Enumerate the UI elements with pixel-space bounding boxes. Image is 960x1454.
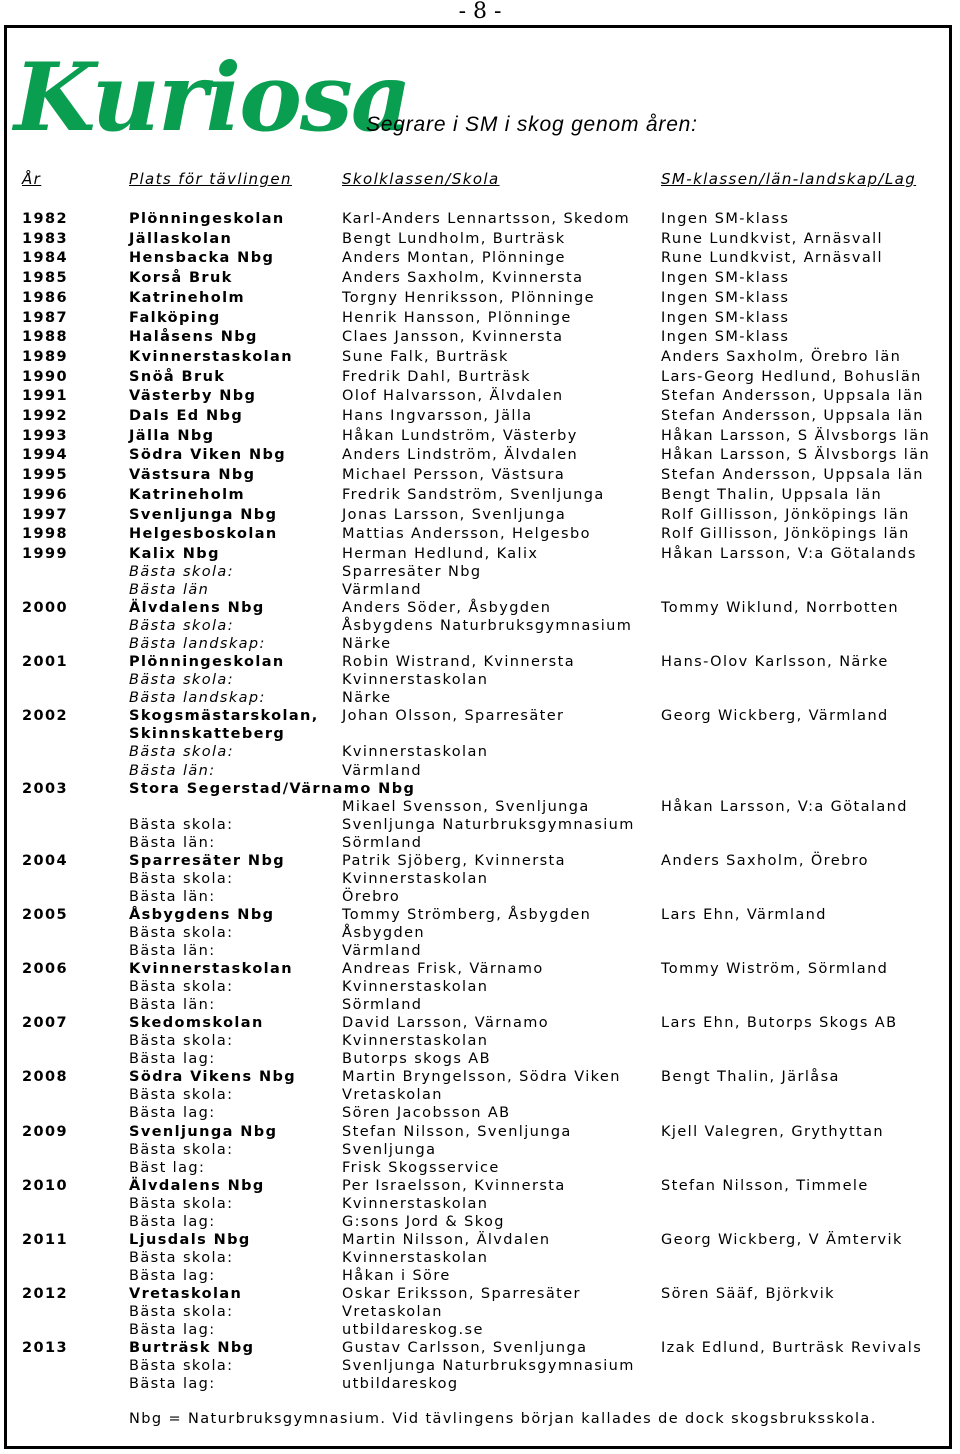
- table-row: [0, 328, 960, 346]
- row-place: Bästa skola:: [129, 816, 234, 833]
- row-sm-winner: Håkan Larsson, S Älvsborgs län: [661, 447, 931, 464]
- row-place: Burträsk Nbg: [129, 1340, 255, 1357]
- row-place: Bästa skola:: [129, 870, 234, 887]
- row-school: Närke: [342, 690, 392, 707]
- row-school: Anders Montan, Plönninge: [342, 250, 566, 267]
- row-place: Vretaskolan: [129, 1285, 243, 1302]
- row-place: Svenljunga Nbg: [129, 1123, 278, 1140]
- table-row: [0, 816, 960, 834]
- table-row: [0, 466, 960, 484]
- table-row: [0, 581, 960, 599]
- row-year: 1984: [22, 250, 68, 267]
- row-school: Fredrik Sandström, Svenljunga: [342, 486, 605, 503]
- row-place: Bästa skola:: [129, 744, 234, 761]
- table-row: [0, 834, 960, 852]
- table-row: [0, 368, 960, 386]
- row-year: 2011: [22, 1231, 68, 1248]
- table-row: [0, 906, 960, 924]
- row-school: Martin Nilsson, Älvdalen: [342, 1231, 551, 1248]
- row-place: Kvinnerstaskolan: [129, 961, 293, 978]
- row-place: Kvinnerstaskolan: [129, 348, 293, 365]
- row-place: Bästa skola:: [129, 1358, 234, 1375]
- table-row: [0, 1249, 960, 1267]
- column-header-school: Skolklassen/Skola: [342, 170, 500, 188]
- row-place: Dals Ed Nbg: [129, 408, 244, 424]
- table-row: [0, 1267, 960, 1285]
- row-sm-winner: Tommy Wiklund, Norrbotten: [661, 600, 899, 617]
- row-place: Jällaskolan: [129, 230, 233, 247]
- row-school: Herman Hedlund, Kalix: [342, 545, 539, 562]
- row-year: 1993: [22, 427, 68, 444]
- row-place: Helgesboskolan: [129, 526, 278, 543]
- row-year: 1986: [22, 289, 68, 306]
- brand-title: Kuriosa: [14, 43, 410, 153]
- row-sm-winner: Sören Sääf, Björkvik: [661, 1285, 835, 1302]
- row-place: Hensbacka Nbg: [129, 250, 275, 267]
- row-year: 1982: [22, 211, 68, 227]
- row-sm-winner: Hans-Olov Karlsson, Närke: [661, 654, 889, 671]
- row-school: David Larsson, Värnamo: [342, 1015, 550, 1032]
- row-school: Värmland: [342, 582, 423, 598]
- row-year: 1992: [22, 408, 68, 424]
- table-row: [0, 689, 960, 707]
- row-year: 1987: [22, 309, 68, 326]
- row-year: 2013: [22, 1340, 68, 1357]
- row-school: Torgny Henriksson, Plönninge: [342, 289, 595, 306]
- table-row: [0, 978, 960, 996]
- row-sm-winner: Bengt Thalin, Uppsala län: [661, 486, 883, 503]
- row-sm-winner: Rune Lundkvist, Arnäsvall: [661, 250, 883, 267]
- row-place: Bästa skola:: [129, 618, 234, 635]
- row-sm-winner: Anders Saxholm, Örebro: [661, 852, 869, 869]
- row-place: Katrineholm: [129, 486, 245, 503]
- row-school: Jonas Larsson, Svenljunga: [342, 506, 567, 523]
- row-place: Ljusdals Nbg: [129, 1231, 251, 1248]
- row-place: Plönningeskolan: [129, 211, 285, 227]
- table-row: [0, 852, 960, 870]
- table-row: [0, 563, 960, 581]
- row-sm-winner: Rune Lundkvist, Arnäsvall: [661, 230, 883, 247]
- row-school: Svenljunga: [342, 1141, 437, 1158]
- row-year: 2006: [22, 961, 68, 978]
- table-row: [0, 635, 960, 653]
- table-row: [0, 249, 960, 267]
- row-place: Älvdalens Nbg: [129, 600, 265, 617]
- row-school: G:sons Jord & Skog: [342, 1213, 505, 1230]
- row-school: Hans Ingvarsson, Jälla: [342, 408, 533, 424]
- row-school: Kvinnerstaskolan: [342, 979, 489, 996]
- row-sm-winner: Håkan Larsson, S Älvsborgs län: [661, 427, 931, 444]
- table-row: [0, 743, 960, 761]
- row-school: Anders Lindström, Älvdalen: [342, 447, 579, 464]
- row-sm-winner: Anders Saxholm, Örebro län: [661, 348, 902, 365]
- row-year: 1988: [22, 329, 68, 346]
- table-row: [0, 707, 960, 725]
- row-place: Bästa län:: [129, 834, 216, 851]
- row-school: Per Israelsson, Kvinnersta: [342, 1177, 566, 1194]
- row-school: Bengt Lundholm, Burträsk: [342, 230, 566, 247]
- table-row: [0, 780, 960, 798]
- row-place: Korså Bruk: [129, 270, 233, 287]
- table-row: [0, 269, 960, 287]
- row-school: Stefan Nilsson, Svenljunga: [342, 1123, 572, 1140]
- row-year: 1998: [22, 526, 68, 543]
- table-row: [0, 1213, 960, 1231]
- table-row: [0, 1303, 960, 1321]
- row-school: Andreas Frisk, Värnamo: [342, 961, 544, 978]
- row-place: Bästa lag:: [129, 1267, 216, 1284]
- row-place: Bästa skola:: [129, 1087, 234, 1104]
- row-school: Michael Persson, Västsura: [342, 467, 566, 484]
- row-school: Frisk Skogsservice: [342, 1159, 500, 1176]
- table-row: [0, 1014, 960, 1032]
- table-row: [0, 486, 960, 504]
- row-year: 2009: [22, 1123, 68, 1140]
- table-row: [0, 1195, 960, 1213]
- row-sm-winner: Håkan Larsson, V:a Götalands: [661, 545, 917, 562]
- table-row: [0, 870, 960, 888]
- row-sm-winner: Bengt Thalin, Järlåsa: [661, 1069, 840, 1086]
- row-school: Åsbygdens Naturbruksgymnasium: [342, 618, 633, 635]
- table-row: [0, 1177, 960, 1195]
- row-school: Karl-Anders Lennartsson, Skedom: [342, 211, 631, 227]
- footnote: Nbg = Naturbruksgymnasium. Vid tävlingens början kallades de dock skogsbruksskola.: [129, 1411, 877, 1427]
- row-school: Claes Jansson, Kvinnersta: [342, 329, 564, 346]
- row-school: Olof Halvarsson, Älvdalen: [342, 388, 564, 405]
- row-sm-winner: Ingen SM-klass: [661, 329, 790, 346]
- row-school: Anders Saxholm, Kvinnersta: [342, 270, 584, 287]
- row-year: 1983: [22, 230, 68, 247]
- row-school: Tommy Strömberg, Åsbygden: [342, 906, 592, 923]
- table-row: [0, 1231, 960, 1249]
- table-row: [0, 525, 960, 543]
- row-place: Kalix Nbg: [129, 545, 220, 562]
- row-school: Patrik Sjöberg, Kvinnersta: [342, 852, 566, 869]
- row-sm-winner: Stefan Nilsson, Timmele: [661, 1177, 869, 1194]
- row-year: 1991: [22, 388, 68, 405]
- row-place: Svenljunga Nbg: [129, 506, 278, 523]
- table-row: [0, 671, 960, 689]
- row-year: 1990: [22, 368, 68, 385]
- row-place: Jälla Nbg: [129, 427, 215, 444]
- row-school: Sörmland: [342, 997, 423, 1014]
- row-school: Kvinnerstaskolan: [342, 870, 489, 887]
- row-place: Bästa skola:: [129, 1195, 234, 1212]
- row-place: Bästa landskap:: [129, 636, 266, 653]
- row-place: Bästa län:: [129, 762, 216, 779]
- row-school: Robin Wistrand, Kvinnersta: [342, 654, 575, 671]
- row-sm-winner: Ingen SM-klass: [661, 270, 790, 287]
- table-row: [0, 762, 960, 780]
- table-row: [0, 545, 960, 563]
- table-row: [0, 1086, 960, 1104]
- row-place: Sparresäter Nbg: [129, 852, 286, 869]
- row-sm-winner: Håkan Larsson, V:a Götaland: [661, 798, 908, 815]
- table-row: [0, 387, 960, 405]
- row-place: Bästa lag:: [129, 1322, 216, 1339]
- row-school: Kvinnerstaskolan: [342, 1195, 489, 1212]
- row-school: Åsbygden: [342, 924, 425, 941]
- row-school: Johan Olsson, Sparresäter: [342, 708, 565, 725]
- row-year: 2003: [22, 780, 68, 797]
- row-school: Henrik Hansson, Plönninge: [342, 309, 572, 326]
- row-sm-winner: Ingen SM-klass: [661, 309, 790, 326]
- row-sm-winner: Tommy Wiström, Sörmland: [661, 961, 889, 978]
- table-row: [0, 888, 960, 906]
- row-place: Skinnskatteberg: [129, 726, 286, 743]
- table-row: [0, 1285, 960, 1303]
- row-sm-winner: Ingen SM-klass: [661, 211, 790, 227]
- row-year: 2004: [22, 852, 68, 869]
- row-sm-winner: Kjell Valegren, Grythyttan: [661, 1123, 885, 1140]
- row-place: Bästa lag:: [129, 1105, 216, 1122]
- row-place: Bästa skola:: [129, 979, 234, 996]
- row-year: 1997: [22, 506, 68, 523]
- page-number: - 8 -: [458, 0, 502, 24]
- table-row: [0, 1104, 960, 1122]
- row-year: 1999: [22, 545, 68, 562]
- table-row: [0, 1068, 960, 1086]
- table-row: [0, 446, 960, 464]
- table-row: [0, 599, 960, 617]
- row-school: Värmland: [342, 762, 423, 779]
- row-year: 2010: [22, 1177, 68, 1194]
- table-row: [0, 230, 960, 248]
- table-row: [0, 653, 960, 671]
- row-place: Bästa lag:: [129, 1376, 216, 1393]
- column-header-row: [0, 170, 960, 190]
- row-school: Svenljunga Naturbruksgymnasium: [342, 816, 635, 833]
- row-year: 2007: [22, 1015, 68, 1032]
- row-school: Sparresäter Nbg: [342, 563, 482, 580]
- row-year: 1994: [22, 447, 68, 464]
- row-year: 2005: [22, 906, 68, 923]
- table-row: [0, 210, 960, 228]
- row-place: Katrineholm: [129, 289, 245, 306]
- table-row: [0, 1375, 960, 1393]
- row-school: Gustav Carlsson, Svenljunga: [342, 1340, 588, 1357]
- row-place: Åsbygdens Nbg: [129, 906, 275, 923]
- row-sm-winner: Stefan Andersson, Uppsala län: [661, 467, 924, 484]
- row-sm-winner: Lars-Georg Hedlund, Bohuslän: [661, 368, 922, 385]
- table-row: [0, 506, 960, 524]
- table-row: [0, 1050, 960, 1068]
- row-place: Södra Vikens Nbg: [129, 1069, 297, 1086]
- row-year: 1995: [22, 467, 68, 484]
- row-place: Bästa län:: [129, 943, 216, 959]
- table-row: [0, 960, 960, 978]
- row-place: Bäst lag:: [129, 1159, 206, 1176]
- table-row: [0, 942, 960, 960]
- footnote-row: [0, 1410, 960, 1428]
- row-place: Västsura Nbg: [129, 467, 256, 484]
- row-year: 1989: [22, 348, 68, 365]
- row-place: Bästa län:: [129, 997, 216, 1014]
- table-row: [0, 798, 960, 816]
- row-year: 2002: [22, 708, 68, 725]
- table-row: [0, 289, 960, 307]
- table-row: [0, 617, 960, 635]
- table-row: [0, 309, 960, 327]
- row-sm-winner: Georg Wickberg, Värmland: [661, 708, 889, 725]
- row-sm-winner: Lars Ehn, Värmland: [661, 906, 827, 923]
- table-row: [0, 1123, 960, 1141]
- table-row: [0, 1141, 960, 1159]
- row-place: Bästa lag:: [129, 1213, 216, 1230]
- row-sm-winner: Ingen SM-klass: [661, 289, 790, 306]
- row-school: Anders Söder, Åsbygden: [342, 600, 552, 617]
- row-place: Falköping: [129, 309, 221, 326]
- row-school: Kvinnerstaskolan: [342, 1033, 489, 1050]
- row-school: Sörmland: [342, 834, 423, 851]
- row-sm-winner: Izak Edlund, Burträsk Revivals: [661, 1340, 923, 1357]
- row-sm-winner: Georg Wickberg, V Ämtervik: [661, 1231, 903, 1248]
- row-school: Håkan i Söre: [342, 1267, 451, 1284]
- row-school: Värmland: [342, 943, 423, 959]
- row-school: Oskar Eriksson, Sparresäter: [342, 1285, 581, 1302]
- row-school: Sune Falk, Burträsk: [342, 348, 509, 365]
- table-row: [0, 996, 960, 1014]
- table-row: [0, 427, 960, 445]
- row-place: Skedomskolan: [129, 1015, 264, 1032]
- row-school: utbildareskog: [342, 1376, 459, 1393]
- table-row: [0, 407, 960, 425]
- row-place: Skogsmästarskolan,: [129, 708, 319, 725]
- table-row: [0, 1032, 960, 1050]
- row-place: Bästa skola:: [129, 563, 234, 580]
- column-header-place: Plats för tävlingen: [129, 170, 292, 188]
- table-row: [0, 725, 960, 743]
- row-school: Butorps skogs AB: [342, 1051, 491, 1068]
- column-header-year: År: [22, 170, 42, 188]
- row-school: Närke: [342, 636, 392, 653]
- row-sm-winner: Stefan Andersson, Uppsala län: [661, 388, 924, 405]
- row-school: Fredrik Dahl, Burträsk: [342, 368, 531, 385]
- row-year: 2008: [22, 1069, 68, 1086]
- row-place: Bästa skola:: [129, 1249, 234, 1266]
- row-school: utbildareskog.se: [342, 1322, 484, 1339]
- row-place: Bästa län:: [129, 888, 216, 905]
- table-row: [0, 1339, 960, 1357]
- row-place: Bästa skola:: [129, 1141, 234, 1158]
- row-place: Plönningeskolan: [129, 654, 285, 671]
- row-school: Vretaskolan: [342, 1304, 443, 1320]
- row-school: Mattias Andersson, Helgesbo: [342, 526, 591, 543]
- table-row: [0, 1357, 960, 1375]
- row-sm-winner: Stefan Andersson, Uppsala län: [661, 408, 924, 424]
- row-place: Bästa skola:: [129, 1033, 234, 1050]
- row-school: Örebro: [342, 888, 401, 905]
- row-year: 1985: [22, 270, 68, 287]
- row-place: Älvdalens Nbg: [129, 1177, 265, 1194]
- table-row: [0, 348, 960, 366]
- column-header-sm: SM-klassen/län-landskap/Lag: [661, 170, 917, 188]
- row-sm-winner: Lars Ehn, Butorps Skogs AB: [661, 1015, 898, 1032]
- row-sm-winner: Rolf Gillisson, Jönköpings län: [661, 526, 910, 543]
- row-school: Svenljunga Naturbruksgymnasium: [342, 1358, 635, 1375]
- row-place: Bästa län: [129, 582, 210, 598]
- row-school: Kvinnerstaskolan: [342, 1249, 489, 1266]
- row-place: Bästa skola:: [129, 924, 234, 941]
- row-school: Mikael Svensson, Svenljunga: [342, 798, 590, 815]
- table-row: [0, 1321, 960, 1339]
- row-place: Bästa skola:: [129, 672, 234, 689]
- row-year: 2012: [22, 1285, 68, 1302]
- row-school: Kvinnerstaskolan: [342, 672, 489, 689]
- page-subtitle: Segrare i SM i skog genom åren:: [366, 113, 698, 136]
- row-year: 2000: [22, 600, 68, 617]
- row-school: Vretaskolan: [342, 1087, 443, 1104]
- row-place: Halåsens Nbg: [129, 329, 258, 346]
- row-place: Bästa lag:: [129, 1051, 216, 1068]
- row-school: Sören Jacobsson AB: [342, 1105, 511, 1122]
- row-place: Snöå Bruk: [129, 368, 226, 385]
- row-place: Södra Viken Nbg: [129, 447, 287, 464]
- table-row: [0, 1159, 960, 1177]
- table-row: [0, 924, 960, 942]
- row-school: Kvinnerstaskolan: [342, 744, 489, 761]
- row-place: Bästa skola:: [129, 1304, 234, 1320]
- row-place: Bästa landskap:: [129, 690, 266, 707]
- row-sm-winner: Rolf Gillisson, Jönköpings län: [661, 506, 910, 523]
- row-place: Västerby Nbg: [129, 388, 257, 405]
- row-year: 2001: [22, 654, 68, 671]
- row-school: Martin Bryngelsson, Södra Viken: [342, 1069, 621, 1086]
- row-year: 1996: [22, 486, 68, 503]
- row-school: Håkan Lundström, Västerby: [342, 427, 578, 444]
- row-place: Stora Segerstad/Värnamo Nbg: [129, 780, 416, 797]
